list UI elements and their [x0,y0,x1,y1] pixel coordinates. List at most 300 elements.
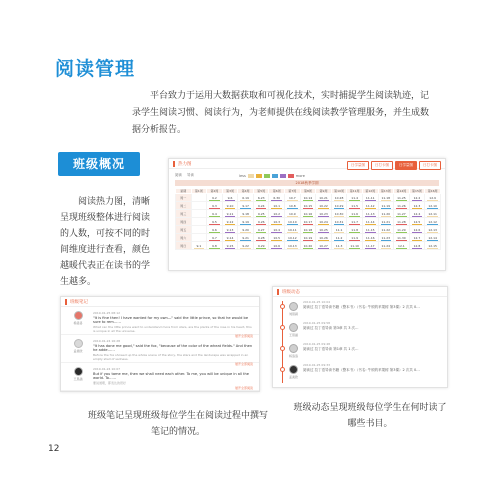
heatmap-cell-indicator [287,248,298,249]
expand-note-link[interactable]: 展开全部阅读 [234,362,253,366]
heatmap-row-label: 周二 [176,202,192,210]
timeline-dot [280,304,285,309]
heatmap-cell[interactable]: 9.11 [222,210,238,218]
heatmap-cell[interactable]: 10.8 [285,202,301,210]
avatar[interactable] [289,365,298,374]
heatmap-cell-indicator [334,232,345,233]
heatmap-cell-indicator [427,248,438,249]
legend-swatch [288,174,294,178]
heatmap-cell-indicator [318,208,329,209]
heatmap-cell[interactable]: 9.20 [238,226,254,234]
legend-swatch [272,174,278,178]
legend-low-label: less [239,173,246,178]
heatmap-title-marker [173,161,175,167]
activity-date: 2019-01-25 09:33 [303,363,331,367]
note-date: 2019-01-25 08:12 [93,311,121,315]
heatmap-cell[interactable]: 12.1 [394,242,410,250]
heatmap-column-header: 第6周 [269,189,285,194]
activity-author [289,300,298,318]
heatmap-cell[interactable]: 9.25 [253,210,269,218]
heatmap-cell[interactable]: 11.26 [394,202,410,210]
class-activity-panel [272,286,448,388]
heatmap-cell-indicator [209,232,220,233]
heatmap-cell[interactable]: 11.1 [331,226,347,234]
heatmap-column-header: 星期 [176,189,192,194]
activity-body [298,321,441,339]
heatmap-cell[interactable]: 11.4 [347,194,363,202]
activity-header [273,287,447,297]
heatmap-cell-indicator [256,248,267,249]
heatmap-cell-indicator [381,248,392,249]
heatmap-cell-indicator [256,208,267,209]
notes-caption: 班级笔记呈现班级每位学生在阅读过程中撰写笔记的情况。 [88,411,269,437]
heatmap-cell[interactable]: 10.9 [285,210,301,218]
heatmap-cell[interactable]: 12.10 [425,202,441,210]
heatmap-cell[interactable]: 10.30 [331,210,347,218]
heatmap-cell[interactable]: 11.3 [331,242,347,250]
heatmap-cell[interactable]: 11.27 [394,210,410,218]
heatmap-description: 阅读热力图，清晰呈现班级整体进行阅读的人数，可按不同的时间维度进行查看，颜色越暖代表正在读书的学生越多。 [60,197,151,287]
heatmap-cell-indicator [381,200,392,201]
heatmap-cell-indicator [209,248,220,249]
heatmap-cell[interactable]: 10.14 [300,194,316,202]
heatmap-row [176,194,441,202]
heatmap-cell-indicator [334,216,345,217]
note-text: What can the little prince want to understand more from stars, are the plants of the rose in his heart, this is unique in all the universe. [93,325,252,333]
heatmap-cell-indicator [349,240,360,241]
heatmap-cell[interactable]: 11.14 [362,218,378,226]
heatmap-cell-indicator [412,200,423,201]
heatmap-cell-indicator [381,208,392,209]
heatmap-cell[interactable]: 12.7 [409,234,425,242]
activity-body [298,300,441,318]
avatar[interactable] [74,367,83,376]
heatmap-cell[interactable]: 9.14 [222,234,238,242]
legend-swatches [239,174,305,178]
heatmap-cell[interactable]: 12.14 [425,234,441,242]
note-quote: "It has done me good," said the fox, "because of the color of the wheat fields." And then he adde…… [93,344,253,352]
heatmap-cell[interactable]: 10.10 [285,218,301,226]
heatmap-cell-indicator [334,200,345,201]
heatmap-cell[interactable]: 10.15 [300,202,316,210]
heatmap-cell-indicator [349,208,360,209]
heatmap-cell[interactable]: 11.2 [331,234,347,242]
heatmap-cell-indicator [271,200,282,201]
heatmap-cell-indicator [334,208,345,209]
notes-title-marker [65,299,67,305]
heatmap-cell[interactable]: 11.20 [378,210,394,218]
heatmap-cell[interactable]: 10.6 [269,242,285,250]
heatmap-cell-indicator [225,216,236,217]
heatmap-cell[interactable]: 10.23 [316,210,332,218]
heatmap-cell[interactable]: 11.13 [362,210,378,218]
heatmap-cell[interactable]: 11.22 [378,226,394,234]
heatmap-cell[interactable]: 10.12 [285,234,301,242]
heatmap-cell[interactable]: 9.12 [222,218,238,226]
activity-date: 2019-01-25 09:48 [303,342,331,346]
heatmap-cell-indicator [412,248,423,249]
tab-daily-checkin[interactable]: 日打卡图 [371,161,393,170]
heatmap-cell-indicator [303,224,314,225]
heatmap-cell[interactable]: 9.6 [207,226,223,234]
heatmap-cell[interactable]: 10.18 [300,226,316,234]
heatmap-cell[interactable] [191,218,207,226]
heatmap-cell-indicator [225,224,236,225]
heatmap-cell[interactable]: 10.7 [285,194,301,202]
activity-item [273,339,447,360]
heatmap-column-header: 第1周 [191,189,207,194]
heatmap-cell-indicator [412,216,423,217]
heatmap-cell-indicator [256,240,267,241]
heatmap-cell-indicator [271,232,282,233]
heatmap-cell[interactable]: 9.26 [253,218,269,226]
heatmap-cell-indicator [256,232,267,233]
heatmap-cell[interactable]: 11.28 [394,218,410,226]
heatmap-row-label: 周六 [176,234,192,242]
heatmap-cell[interactable]: 6.23 [253,194,269,202]
heatmap-cell-indicator [349,216,360,217]
heatmap-column-header: 第3周 [222,189,238,194]
heatmap-cell-indicator [318,224,329,225]
note-item [61,363,259,391]
activity-author [289,363,298,381]
heatmap-cell[interactable]: 9.24 [253,202,269,210]
page-title: 阅读管理 [55,58,136,80]
heatmap-cell[interactable] [191,194,207,202]
heatmap-legend [169,169,445,180]
class-notes-panel [60,296,260,392]
heatmap-cell[interactable]: 9.2 [207,194,223,202]
heatmap-cell[interactable]: 12.9 [425,194,441,202]
note-quote: "It is fine then! I have wanted for my own—" said the little prince, so that he would be sure to rem…… [93,316,249,324]
heatmap-cell[interactable]: 9.3 [207,202,223,210]
heatmap-cell[interactable]: 9.5 [207,218,223,226]
heatmap-cell[interactable]: 9.22 [238,242,254,250]
heatmap-cell[interactable]: 9.18 [238,210,254,218]
activity-item [273,297,447,318]
heatmap-cell[interactable]: 10.17 [300,218,316,226]
heatmap-cell[interactable]: 10.22 [316,202,332,210]
heatmap-cell-indicator [365,224,376,225]
heatmap-cell-indicator [194,248,205,249]
heatmap-cell-indicator [427,240,438,241]
avatar[interactable] [289,323,298,332]
heatmap-cell[interactable]: 12.11 [425,210,441,218]
avatar-name: 王思涵 [289,333,299,337]
heatmap-cell-indicator [287,208,298,209]
heatmap-cell-indicator [381,232,392,233]
heatmap-cell-indicator [412,232,423,233]
heatmap-cell[interactable]: 10.28 [331,194,347,202]
heatmap-column-header: 第10周 [331,189,347,194]
heatmap-cell[interactable]: 11.12 [362,202,378,210]
heatmap-row [176,202,441,210]
avatar-name: 孟美欣 [73,349,83,353]
heatmap-cell[interactable]: 10.26 [316,234,332,242]
heatmap-cell-indicator [287,216,298,217]
heatmap-title: 热力图 [178,161,192,167]
heatmap-cell[interactable]: 12.5 [409,218,425,226]
heatmap-cell[interactable]: 10.4 [269,226,285,234]
heatmap-cell-indicator [381,224,392,225]
heatmap-cell[interactable]: 10.29 [331,202,347,210]
heatmap-cell[interactable]: 11.30 [394,234,410,242]
heatmap-cell-indicator [365,216,376,217]
heatmap-cell-indicator [427,208,438,209]
activity-text: 阅读过 拉丁语导读 第3章 共 3 次… [303,326,359,330]
heatmap-cell-indicator [365,208,376,209]
heatmap-cell-indicator [303,216,314,217]
intro-paragraph: 平台致力于运用大数据获取和可视化技术，实时捕捉学生阅读轨迹，记录学生阅读习惯、阅读行为，为老师提供在线阅读教学管理服务，并生成数据分析报告。 [132,91,430,135]
heatmap-cell-indicator [396,224,407,225]
heatmap-cell-indicator [240,208,251,209]
heatmap-row-label: 周三 [176,210,192,218]
heatmap-cell[interactable]: 9.29 [253,242,269,250]
heatmap-cell-indicator [271,216,282,217]
heatmap-cell-indicator [240,248,251,249]
heatmap-row-label: 周日 [176,242,192,250]
heatmap-cell[interactable]: 10.24 [316,218,332,226]
activity-item [273,360,447,381]
activity-title: 班级动态 [282,289,300,295]
legend-high-label: more [295,173,305,178]
heatmap-cell[interactable]: 12.4 [409,210,425,218]
heatmap-cell-indicator [396,240,407,241]
heatmap-cell-indicator [225,240,236,241]
heatmap-cell[interactable]: 9.19 [238,218,254,226]
heatmap-cell-indicator [287,240,298,241]
heatmap-cell-indicator [303,248,314,249]
heatmap-cell-indicator [225,248,236,249]
heatmap-cell[interactable]: 12.12 [425,218,441,226]
heatmap-cell-indicator [256,224,267,225]
avatar[interactable] [74,339,83,348]
heatmap-cell[interactable] [191,202,207,210]
note-body [89,367,253,390]
avatar-name: 孟美欣 [289,375,299,379]
note-date: 2019-01-24 16:28 [93,339,121,343]
heatmap-cell[interactable]: 11.10 [347,242,363,250]
heatmap-row [176,210,441,218]
heatmap-cell-indicator [240,216,251,217]
heatmap-cell[interactable]: 11.25 [394,194,410,202]
heatmap-cell[interactable]: 10.19 [300,234,316,242]
heatmap-cell[interactable]: 11.18 [378,194,394,202]
heatmap-cell[interactable]: 10.5 [269,234,285,242]
heatmap-cell[interactable]: 12.13 [425,226,441,234]
heatmap-cell-indicator [365,248,376,249]
heatmap-cell[interactable]: 12.8 [409,242,425,250]
heatmap-cell-indicator [240,224,251,225]
avatar[interactable] [289,344,298,353]
heatmap-cell[interactable]: 10.16 [300,210,316,218]
heatmap-cell[interactable]: 11.29 [394,226,410,234]
heatmap-cell[interactable]: 10.20 [300,242,316,250]
heatmap-column-header: 第13周 [378,189,394,194]
heatmap-cell-indicator [318,240,329,241]
heatmap-cell-indicator [412,224,423,225]
heatmap-cell[interactable]: 9.13 [222,226,238,234]
activity-author [289,321,298,339]
note-body [89,311,253,338]
section-badge-label: 班级概况 [72,157,125,171]
heatmap-column-header: 第16周 [425,189,441,194]
heatmap-cell-indicator [427,232,438,233]
tab-daily-reading[interactable]: 日学量图 [347,161,369,170]
tab-daily-checkin-2[interactable]: 日打卡图 [419,161,441,170]
heatmap-cell[interactable]: 10.1 [269,202,285,210]
heatmap-cell-indicator [209,208,220,209]
heatmap-cell[interactable]: 6.30 [269,194,285,202]
heatmap-cell-indicator [349,232,360,233]
heatmap-cell[interactable] [191,234,207,242]
heatmap-cell[interactable]: 11.24 [378,242,394,250]
heatmap-cell[interactable]: 9.7 [207,234,223,242]
heatmap-column-header: 第5周 [253,189,269,194]
heatmap-cell[interactable]: 9.1 [191,242,207,250]
legend-swatch [256,174,262,178]
heatmap-cell[interactable]: 11.15 [362,226,378,234]
heatmap-cell-indicator [256,200,267,201]
legend-swatch [280,174,286,178]
expand-note-link[interactable]: 展开全部阅读 [234,334,253,338]
note-author [67,311,89,331]
heatmap-table [175,188,441,250]
heatmap-cell[interactable]: 10.25 [316,226,332,234]
heatmap-cell-indicator [396,200,407,201]
activity-author [289,342,298,360]
heatmap-column-header: 第11周 [347,189,363,194]
heatmap-cell[interactable]: 11.21 [378,218,394,226]
legend-swatch [248,174,254,178]
heatmap-cell-indicator [365,200,376,201]
heatmap-cell-indicator [271,240,282,241]
heatmap-cell-indicator [225,200,236,201]
timeline-dot [280,346,285,351]
heatmap-cell[interactable]: 11.9 [347,234,363,242]
heatmap-cell[interactable]: 11.6 [347,210,363,218]
heatmap-cell-indicator [381,216,392,217]
heatmap-cell[interactable]: 11.17 [362,242,378,250]
heatmap-cell-indicator [427,216,438,217]
heatmap-row [176,218,441,226]
note-quote: But if you tame me, then we shall need each other. To me, you will be unique in all the world. To…… [93,372,249,380]
note-text: Before the fox showed up the whole scene of the story, the stars and the landscape was wrapped in an empty shell of sadness. [93,353,249,361]
heatmap-row-label: 周一 [176,194,192,202]
heatmap-cell-indicator [303,208,314,209]
heatmap-cell-indicator [427,200,438,201]
heatmap-cell-indicator [240,232,251,233]
activity-body [298,363,441,381]
heatmap-cell[interactable]: 9.8 [207,242,223,250]
heatmap-cell[interactable]: 12.3 [409,202,425,210]
heatmap-cell-indicator [318,232,329,233]
heatmap-cell[interactable]: 10.21 [316,194,332,202]
heatmap-cell-indicator [287,224,298,225]
avatar[interactable] [74,311,83,320]
heatmap-cell[interactable] [191,226,207,234]
heatmap-cell-indicator [303,200,314,201]
heatmap-cell[interactable]: 6.19 [238,194,254,202]
heatmap-column-header: 第14周 [394,189,410,194]
heatmap-cell[interactable] [191,210,207,218]
activity-item [273,318,447,339]
heatmap-cell-indicator [412,240,423,241]
heatmap-cell[interactable]: 10.31 [331,218,347,226]
heatmap-cell[interactable]: 11.7 [347,218,363,226]
heatmap-cell[interactable]: 11.5 [347,202,363,210]
heatmap-cell[interactable]: 10.13 [285,242,301,250]
heatmap-cell[interactable]: 9.17 [238,202,254,210]
heatmap-row [176,242,441,250]
activity-date: 2019-01-25 09:58 [303,321,331,325]
heatmap-cell-indicator [396,232,407,233]
heatmap-cell[interactable]: 11.16 [362,234,378,242]
section-badge [58,152,140,176]
heatmap-cell[interactable]: 12.6 [409,226,425,234]
heatmap-cell[interactable]: 10.2 [269,210,285,218]
heatmap-cell-indicator [318,248,329,249]
tab-daily-reading-active[interactable]: 日学量图 [395,161,417,170]
avatar-name: 杨洛洛 [73,321,83,325]
legend-reading[interactable]: 阅读 [175,173,182,177]
heatmap-cell-indicator [209,216,220,217]
heatmap-cell[interactable]: 10.11 [285,226,301,234]
heatmap-column-header: 第9周 [316,189,332,194]
expand-note-link[interactable]: 展开全部阅读 [234,386,253,390]
heatmap-cell-indicator [349,248,360,249]
heatmap-cell-indicator [412,208,423,209]
heatmap-cell[interactable]: 9.28 [253,234,269,242]
page-number: 12 [48,444,60,454]
heatmap-cell[interactable]: 11.23 [378,234,394,242]
heatmap-cell[interactable]: 9.4 [207,210,223,218]
legend-guided[interactable]: 导读 [187,173,194,177]
heatmap-cell[interactable]: 11.11 [362,194,378,202]
heatmap-cell-indicator [349,224,360,225]
heatmap-cell-indicator [381,240,392,241]
heatmap-tabs [347,161,441,170]
note-body [89,339,253,366]
heatmap-cell[interactable]: 9.10 [222,202,238,210]
heatmap-cell-indicator [209,200,220,201]
heatmap-cell-indicator [303,232,314,233]
heatmap-cell-indicator [318,200,329,201]
heatmap-column-header: 第2周 [207,189,223,194]
heatmap-row [176,226,441,234]
activity-caption: 班级动态呈现班级每位学生在何时读了哪些书目。 [293,403,447,429]
heatmap-cell[interactable]: 12.15 [425,242,441,250]
heatmap-row [176,234,441,242]
heatmap-cell[interactable]: 11.19 [378,202,394,210]
heatmap-cell[interactable]: 10.3 [269,218,285,226]
heatmap-cell[interactable]: 11.8 [347,226,363,234]
heatmap-cell[interactable]: 9.15 [222,242,238,250]
avatar[interactable] [289,302,298,311]
heatmap-cell-indicator [349,200,360,201]
note-item [61,335,259,366]
heatmap-cell[interactable]: 9.27 [253,226,269,234]
heatmap-cell[interactable]: 12.2 [409,194,425,202]
heatmap-cell[interactable]: 9.6 [222,194,238,202]
heatmap-cell-indicator [240,200,251,201]
heatmap-cell[interactable]: 10.27 [316,242,332,250]
heatmap-column-header: 第7周 [285,189,301,194]
note-author [67,339,89,359]
heatmap-cell[interactable]: 9.21 [238,234,254,242]
heatmap-column-header: 第8周 [300,189,316,194]
heatmap-semester-caption: 2018秋季学期 [175,180,439,186]
